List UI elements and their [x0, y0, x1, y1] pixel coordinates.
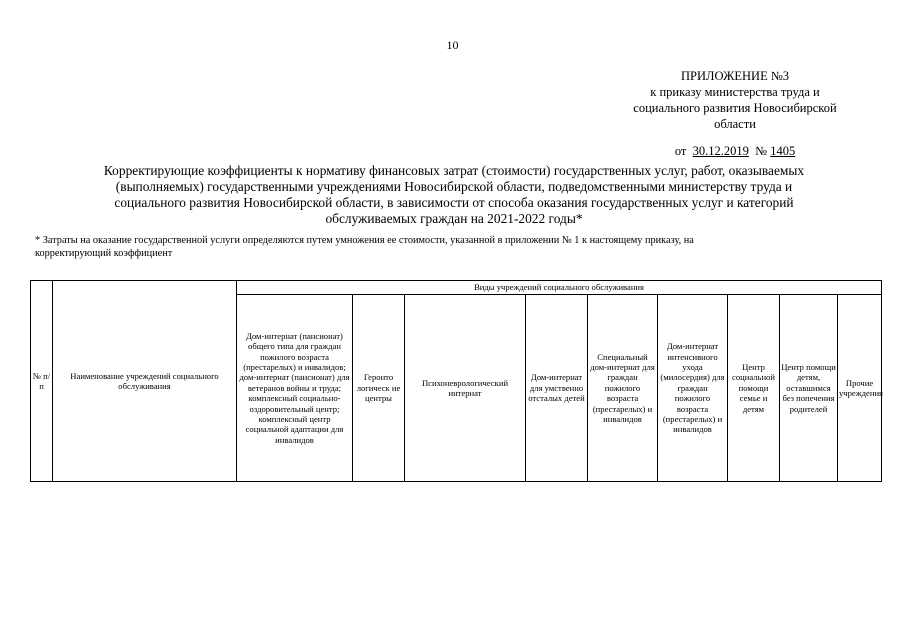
appendix-line-3: области — [714, 117, 756, 131]
appendix-block — [590, 68, 880, 132]
header-num: № п/п — [31, 281, 53, 482]
footnote-line-2: корректирующий коэффициент — [35, 248, 173, 259]
footnote-line-1: * Затраты на оказание государственной услуги определяются путем умножения ее стоимости, указанной в приложении № 1 к настоящему приказу, на — [35, 235, 694, 246]
coefficients-table — [30, 280, 882, 482]
order-number: 1405 — [770, 144, 796, 158]
title-line-2: (выполняемых) государственными учреждениями Новосибирской области, подведомственными министерству труда и — [115, 179, 793, 194]
header-type-intensive-care: Дом-интернат интенсивного ухода (милосердия) для граждан пожилого возраста (престарелых) и инвалидов — [658, 295, 728, 482]
document-title — [48, 163, 860, 227]
header-type-general-boarding: Дом-интернат (пансионат) общего типа для граждан пожилого возраста (престарелых) и инвалидов; дом-интернат (пансионат) для ветеранов войны и труда; комплексный социально-оздоровительный центр; комплексный центр социальной адаптации для инвалидов — [237, 295, 353, 482]
appendix-line-2: социального развития Новосибирской — [633, 101, 837, 115]
title-line-4: обслуживаемых граждан на 2021-2022 годы* — [325, 211, 583, 226]
header-institution-name: Наименование учреждений социального обслуживания — [53, 281, 237, 482]
header-type-children-boarding: Дом-интернат для умственно отсталых детей — [526, 295, 588, 482]
header-type-gerontology: Геронто логическ ие центры — [353, 295, 405, 482]
number-prefix: № — [755, 144, 768, 158]
header-type-psychoneuro: Психоневрологический интернат — [405, 295, 526, 482]
order-date: 30.12.2019 — [692, 144, 749, 158]
appendix-line-1: к приказу министерства труда и — [650, 85, 820, 99]
title-line-3: социального развития Новосибирской области, в зависимости от способа оказания государственных услуг и категорий — [114, 195, 794, 210]
table-header-row-1 — [31, 281, 882, 295]
header-type-orphan-center: Центр помощи детям, оставшимся без попечения родителей — [780, 295, 838, 482]
appendix-title: ПРИЛОЖЕНИЕ №3 — [680, 69, 790, 83]
appendix-date-line — [590, 144, 880, 159]
page-number: 10 — [446, 38, 459, 52]
title-line-1: Корректирующие коэффициенты к нормативу финансовых затрат (стоимости) государственных услуг, работ, оказываемых — [103, 163, 805, 178]
date-prefix: от — [674, 144, 687, 158]
footnote — [35, 234, 875, 260]
header-type-other: Прочие учреждения — [838, 295, 882, 482]
header-type-family-center: Центр социальной помощи семье и детям — [728, 295, 780, 482]
header-institution-types: Виды учреждений социального обслуживания — [237, 281, 882, 295]
header-type-special-boarding: Специальный дом-интернат для граждан пожилого возраста (престарелых) и инвалидов — [588, 295, 658, 482]
